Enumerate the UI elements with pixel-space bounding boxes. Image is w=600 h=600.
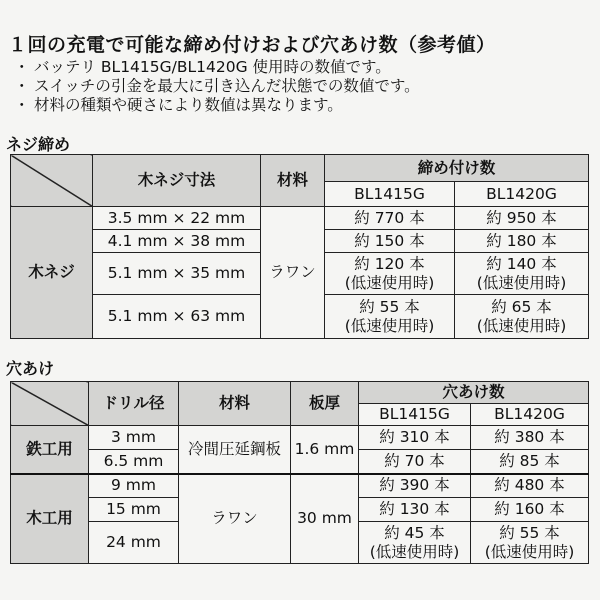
count-bl1420g: 約 180 本 bbox=[455, 230, 589, 253]
count-bl1415g: 約 70 本 bbox=[359, 450, 471, 474]
row-label-wood-screw: 木ネジ bbox=[11, 207, 93, 339]
count-value: 約 120 本 bbox=[354, 254, 425, 273]
count-note: (低速使用時) bbox=[369, 542, 460, 561]
header-bl1420g: BL1420G bbox=[455, 182, 589, 207]
count-bl1420g: 約 380 本 bbox=[471, 426, 589, 450]
size-cell: 3.5 mm × 22 mm bbox=[93, 207, 261, 230]
count-bl1420g bbox=[455, 295, 589, 339]
header-size: 木ネジ寸法 bbox=[93, 155, 261, 207]
count-bl1420g: 約 160 本 bbox=[471, 498, 589, 522]
bullet: ・ bbox=[14, 77, 30, 95]
page-title: １回の充電で可能な締め付けおよび穴あけ数（参考値） bbox=[8, 34, 496, 56]
count-note: (低速使用時) bbox=[476, 316, 567, 335]
size-cell: 5.1 mm × 35 mm bbox=[93, 253, 261, 295]
header-bl1415g: BL1415G bbox=[325, 182, 455, 207]
table-row bbox=[11, 474, 589, 498]
count-bl1420g bbox=[455, 253, 589, 295]
note-item bbox=[14, 96, 420, 115]
table-row bbox=[11, 426, 589, 450]
corner-cell bbox=[11, 155, 93, 207]
header-material: 材料 bbox=[261, 155, 325, 207]
count-value: 約 65 本 bbox=[491, 297, 552, 316]
count-bl1415g bbox=[325, 253, 455, 295]
count-bl1415g: 約 310 本 bbox=[359, 426, 471, 450]
row-label-wood: 木工用 bbox=[11, 474, 89, 564]
header-material: 材料 bbox=[179, 382, 291, 426]
header-count: 締め付け数 bbox=[325, 155, 589, 182]
count-value: 約 140 本 bbox=[486, 254, 557, 273]
count-note: (低速使用時) bbox=[484, 542, 575, 561]
dia-cell: 15 mm bbox=[89, 498, 179, 522]
drill-table bbox=[10, 381, 589, 564]
count-bl1415g bbox=[359, 522, 471, 564]
count-value: 約 55 本 bbox=[499, 523, 560, 542]
count-bl1420g: 約 950 本 bbox=[455, 207, 589, 230]
count-bl1420g: 約 85 本 bbox=[471, 450, 589, 474]
header-bl1420g: BL1420G bbox=[471, 404, 589, 426]
count-bl1415g: 約 130 本 bbox=[359, 498, 471, 522]
bullet: ・ bbox=[14, 96, 30, 114]
steel-thickness-cell: 1.6 mm bbox=[291, 426, 359, 474]
count-value: 約 55 本 bbox=[359, 297, 420, 316]
material-cell: ラワン bbox=[261, 207, 325, 339]
count-note: (低速使用時) bbox=[344, 273, 435, 292]
drill-section-title: 穴あけ bbox=[6, 359, 55, 378]
count-value: 約 45 本 bbox=[384, 523, 445, 542]
header-bl1415g: BL1415G bbox=[359, 404, 471, 426]
steel-material-cell: 冷間圧延鋼板 bbox=[179, 426, 291, 474]
header-count: 穴あけ数 bbox=[359, 382, 589, 404]
corner-cell bbox=[11, 382, 89, 426]
dia-cell: 3 mm bbox=[89, 426, 179, 450]
count-bl1415g: 約 150 本 bbox=[325, 230, 455, 253]
count-bl1415g bbox=[325, 295, 455, 339]
notes-list bbox=[14, 58, 420, 115]
count-bl1415g: 約 770 本 bbox=[325, 207, 455, 230]
note-item bbox=[14, 77, 420, 96]
table-row bbox=[11, 207, 589, 230]
count-note: (低速使用時) bbox=[476, 273, 567, 292]
wood-material-cell: ラワン bbox=[179, 474, 291, 564]
dia-cell: 9 mm bbox=[89, 474, 179, 498]
size-cell: 4.1 mm × 38 mm bbox=[93, 230, 261, 253]
header-thickness: 板厚 bbox=[291, 382, 359, 426]
count-bl1420g bbox=[471, 522, 589, 564]
note-text: バッテリ BL1415G/BL1420G 使用時の数値です。 bbox=[34, 58, 391, 76]
screw-table bbox=[10, 154, 589, 339]
count-bl1420g: 約 480 本 bbox=[471, 474, 589, 498]
size-cell: 5.1 mm × 63 mm bbox=[93, 295, 261, 339]
note-text: スイッチの引金を最大に引き込んだ状態での数値です。 bbox=[34, 77, 420, 95]
row-label-steel: 鉄工用 bbox=[11, 426, 89, 474]
screw-section-title: ネジ締め bbox=[6, 135, 71, 154]
note-item bbox=[14, 58, 420, 77]
dia-cell: 24 mm bbox=[89, 522, 179, 564]
note-text: 材料の種類や硬さにより数値は異なります。 bbox=[34, 96, 343, 114]
count-bl1415g: 約 390 本 bbox=[359, 474, 471, 498]
count-note: (低速使用時) bbox=[344, 316, 435, 335]
bullet: ・ bbox=[14, 58, 30, 76]
dia-cell: 6.5 mm bbox=[89, 450, 179, 474]
header-drill-dia: ドリル径 bbox=[89, 382, 179, 426]
wood-thickness-cell: 30 mm bbox=[291, 474, 359, 564]
